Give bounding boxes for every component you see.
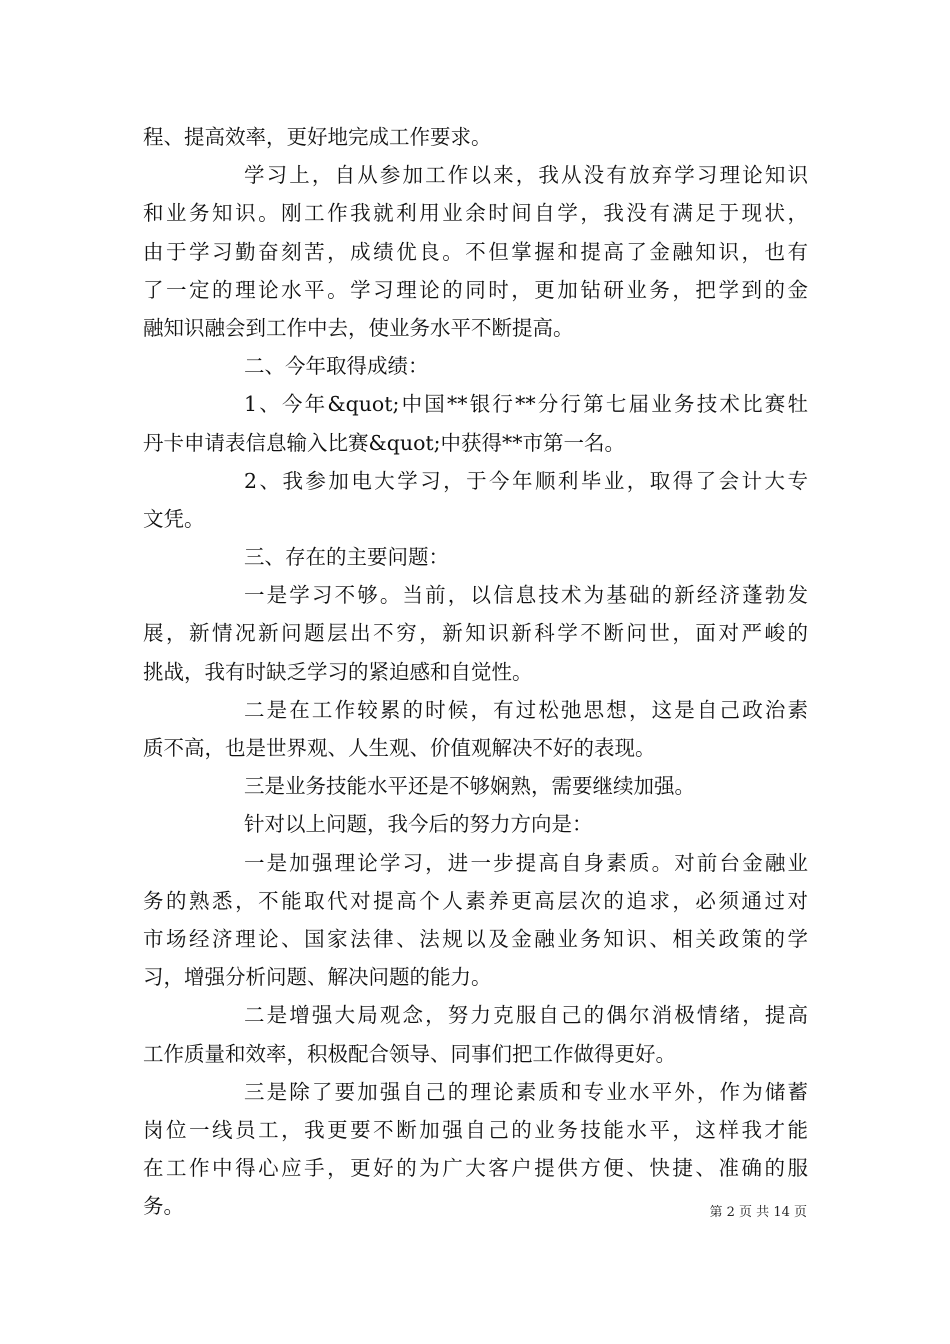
text-line: 1、今年&quot;中国**银行**分行第七届业务技术比赛牡 xyxy=(244,392,808,417)
section-heading: 二、今年取得成绩： xyxy=(244,354,429,379)
text-line: 程、提高效率，更好地完成工作要求。 xyxy=(143,125,492,149)
text-line: 一是学习不够。当前，以信息技术为基础的新经济蓬勃发 xyxy=(244,583,808,608)
text-line: 学习上，自从参加工作以来，我从没有放弃学习理论知识 xyxy=(244,163,808,188)
text-line: 一是加强理论学习，进一步提高自身素质。对前台金融业 xyxy=(244,850,808,875)
text-line: 了一定的理论水平。学习理论的同时，更加钻研业务，把学到的金 xyxy=(143,277,808,302)
text-line: 和业务知识。刚工作我就利用业余时间自学，我没有满足于现状， xyxy=(143,201,808,226)
text-line: 市场经济理论、国家法律、法规以及金融业务知识、相关政策的学 xyxy=(143,926,808,951)
text-line: 工作质量和效率，积极配合领导、同事们把工作做得更好。 xyxy=(143,1041,676,1066)
page-number-footer: 第 2 页 共 14 页 xyxy=(709,1205,807,1220)
text-line: 文凭。 xyxy=(143,506,205,531)
text-line: 展，新情况新问题层出不穷，新知识新科学不断问世，面对严峻的 xyxy=(143,621,808,646)
text-line: 务。 xyxy=(143,1194,184,1219)
text-line: 质不高，也是世界观、人生观、价值观解决不好的表现。 xyxy=(143,736,656,760)
text-line: 二是增强大局观念，努力克服自己的偶尔消极情绪，提高 xyxy=(244,1003,808,1028)
text-line: 2、我参加电大学习，于今年顺利毕业，取得了会计大专 xyxy=(244,468,808,493)
text-line: 针对以上问题，我今后的努力方向是： xyxy=(244,812,593,837)
section-heading: 三、存在的主要问题： xyxy=(244,545,449,570)
text-line: 在工作中得心应手，更好的为广大客户提供方便、快捷、准确的服 xyxy=(143,1156,808,1181)
text-line: 三是除了要加强自己的理论素质和专业水平外，作为储蓄 xyxy=(244,1079,808,1104)
text-line: 由于学习勤奋刻苦，成绩优良。不但掌握和提高了金融知识，也有 xyxy=(143,239,808,264)
text-line: 务的熟悉，不能取代对提高个人素养更高层次的追求，必须通过对 xyxy=(143,888,808,913)
text-line: 三是业务技能水平还是不够娴熟，需要继续加强。 xyxy=(244,774,695,799)
text-line: 挑战，我有时缺乏学习的紧迫感和自觉性。 xyxy=(143,659,533,684)
text-line: 丹卡申请表信息输入比赛&quot;中获得**市第一名。 xyxy=(143,430,626,455)
document-body xyxy=(143,118,808,1225)
text-line: 二是在工作较累的时候，有过松弛思想，这是自己政治素 xyxy=(244,697,808,722)
text-line: 岗位一线员工，我更要不断加强自己的业务技能水平，这样我才能 xyxy=(143,1117,808,1142)
text-line: 习，增强分析问题、解决问题的能力。 xyxy=(143,965,492,990)
text-line: 融知识融会到工作中去，使业务水平不断提高。 xyxy=(143,315,574,340)
